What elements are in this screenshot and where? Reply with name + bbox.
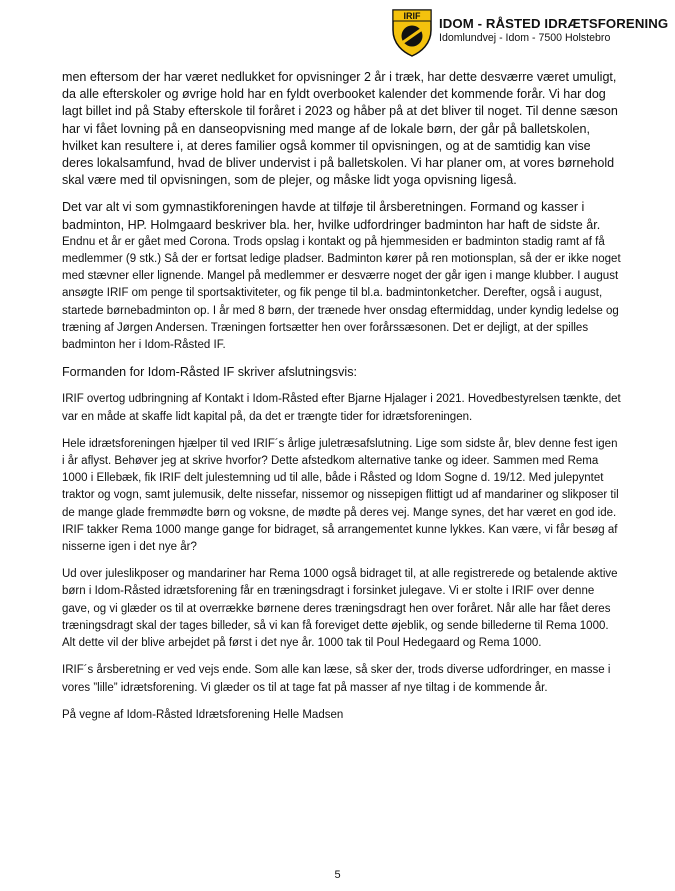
irif-shield-logo-icon (391, 8, 433, 58)
logo-text: IRIF (403, 11, 421, 21)
paragraph-gymnastics-shows: men eftersom der har været nedlukket for opvisninger 2 år i træk, har dette desværre været umuligt, da alle efterskoler og øvrige hold har en fyldt overbooket kalender det kommende forår. Vi har dog lagt billet ind på Staby efterskole til foråret i 2023 og håber på at det bliver til noget. Til denne sæson har vi fået lovning på en danseopvisning med mange af de lokale børn, der går på balletskolen, hvilket kan resultere i, at deres familier også kommer til opvisningen, og at de samtidig kan vise deres lokalsamfund, hvad de bliver undervist i på balletskolen. Vi har planer om, at vores børnehold skal være med til opvisningen, som de plejer, og måske lidt yoga opvisning ligeså. (62, 70, 618, 188)
paragraph-closing: IRIF´s årsberetning er ved vejs ende. Som alle kan læse, så sker der, trods diverse udfordringer, en masse i vores ”lille” idrætsforening. Vi glæder os til at tage fat på masser af nye tiltag i de kommende år. (62, 664, 611, 694)
paragraph-badminton-intro: Det var alt vi som gymnastikforeningen havde at tilføje til årsberetningen. Formand og kasser i badminton, HP. Holmgaard beskriver bla. her, hvilke udfordringer badminton har haft de sidste år. (62, 200, 601, 232)
paragraph-rema-1000: Ud over juleslikposer og mandariner har Rema 1000 også bidraget til, at alle registrerede og betalende aktive børn i Idom-Råsted idrætsforening får en træningsdragt i forsinket julegave. Vi er stolte i IRIF over denne gave, og vi glæder os til at overrække børnene deres træningsdragt hen over foråret. Når alle har fået deres træningsdragt skal der tages billeder, så vi kan få foreviget dette øjeblik, og sende billederne til Rema 1000. Alt dette vil der blive arbejdet på først i det nye år. 1000 tak til Poul Hedegaard og Rema 1000. (62, 568, 618, 650)
signature-line: På vegne af Idom-Råsted Idrætsforening Helle Madsen (62, 708, 344, 721)
page-number: 5 (334, 869, 341, 881)
organization-address: Idomlundvej - Idom - 7500 Holstebro (439, 32, 611, 44)
letterhead (391, 8, 671, 58)
document-body (62, 69, 622, 734)
paragraph-badminton-report: Endnu et år er gået med Corona. Trods opslag i kontakt og på hjemmesiden er badminton stadig ramt af få medlemmer (9 stk.) Så der er fortsat ledige pladser. Badminton kører på ren motionsplan, så der er ikke noget med stævner eller lignende. Mangel på medlemmer er desværre noget der går igen i mange klubber. I august ansøgte IRIF om penge til sportsaktiviteter, og fik penge til bl.a. badmintonketcher. Derefter, også i august, startede børnebadminton op. I år med 8 børn, der trænede hver onsdag eftermiddag, under kyndig ledelse og træning af Jørgen Andersen. Træningen fortsætter hen over forårssæsonen. Det er dejligt, at der spilles badminton her i Idom-Råsted IF. (62, 235, 621, 352)
paragraph-kontakt: IRIF overtog udbringning af Kontakt i Idom-Råsted efter Bjarne Hjalager i 2021. Hovedbestyrelsen tænkte, det var en måde at skaffe lidt kapital på, da det er trængte tider for idrætsforeningen. (62, 393, 621, 423)
paragraph-chairman-heading: Formanden for Idom-Råsted IF skriver afslutningsvis: (62, 365, 357, 380)
organization-name: IDOM - RÅSTED IDRÆTSFORENING (439, 16, 669, 31)
paragraph-christmas: Hele idrætsforeningen hjælper til ved IRIF´s årlige juletræsafslutning. Lige som sidste år, blev denne fest igen i år aflyst. Behøver jeg at skrive hvorfor? Dette afstedkom alternative tanke og ideer. Sammen med Rema 1000 i Ellebæk, fik IRIF delt julestemning ud til alle, både i Råsted og Idom Sogne d. 19/12. Med julepyntet traktor og vogn, samt julemusik, delte nissefar, nissemor og nissepigen flittigt ud af mandariner og slikposer til de mange glade fremmødte børn og voksne, de mødte på deres vej. Mange synes, det har været en god ide. IRIF takker Rema 1000 mange gange for bidraget, så arrangementet kunne lykkes. Kan være, vi får besøg af nisserne igen i det nye år? (62, 437, 619, 554)
